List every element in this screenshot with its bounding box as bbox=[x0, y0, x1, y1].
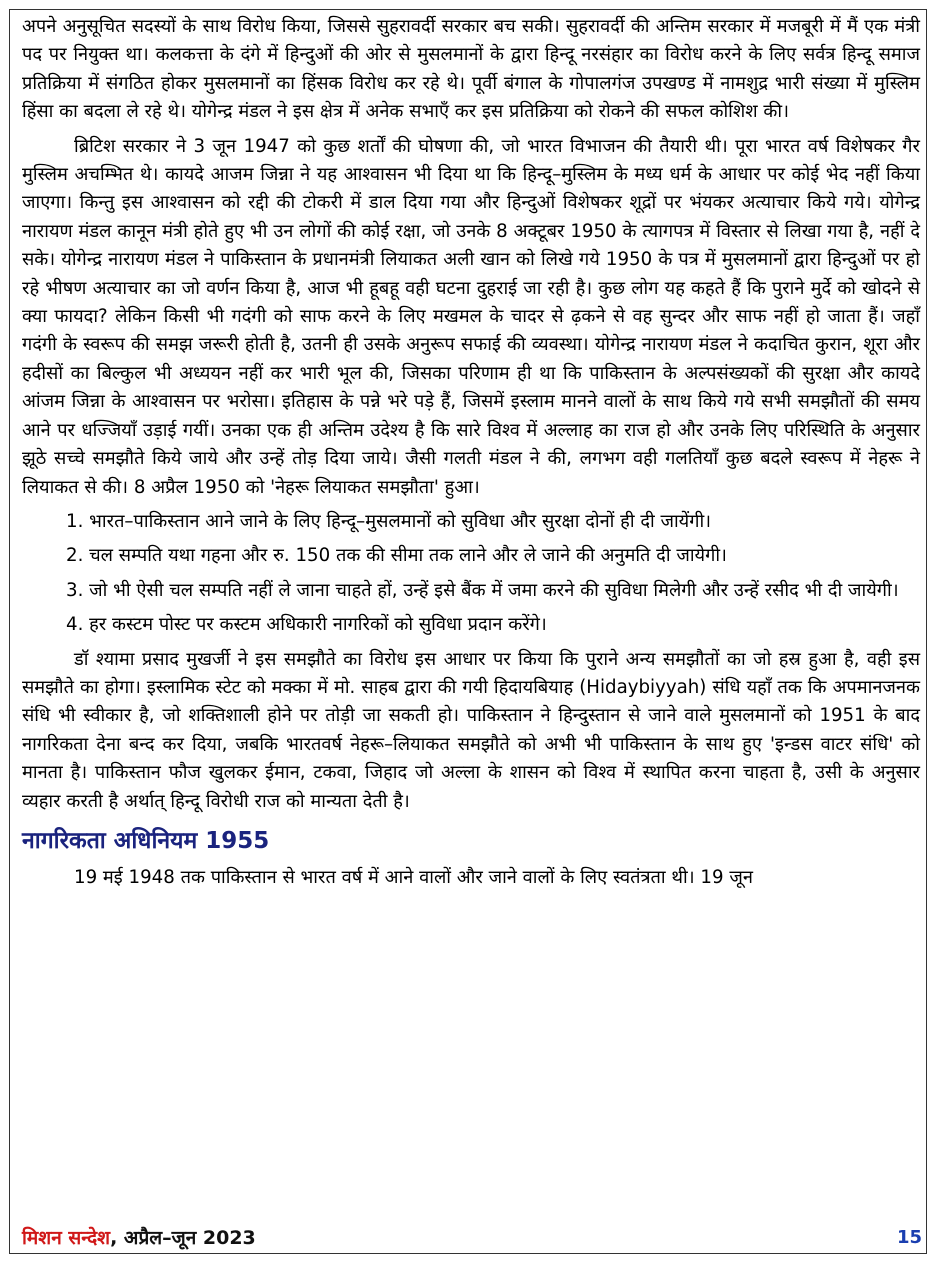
page-footer bbox=[22, 1222, 922, 1252]
magazine-name: मिशन सन्देश bbox=[22, 1227, 111, 1249]
section-heading: नागरिकता अधिनियम 1955 bbox=[22, 827, 270, 854]
paragraph-2: ब्रिटिश सरकार ने 3 जून 1947 को कुछ शर्तों की घोषणा की, जो भारत विभाजन की तैयारी थी। पूरा भारत वर्ष विशेषकर गैर मुस्लिम अचम्भित थे। कायदे आजम जिन्ना ने यह आश्वासन भी दिया था कि हिन्दू–मुस्लिम के मध्य धर्म के आधार पर कोई भेद नहीं किया जाएगा। किन्तु इस आश्वासन को रद्दी की टोकरी में डाल दिया गया और हिन्दुओं विशेषकर शूद्रों पर भंयकर अत्याचार किये गये। योगेन्द्र नारायण मंडल कानून मंत्री होते हुए भी उन लोगों की कोई रक्षा, जो उनके 8 अक्टूबर 1950 के त्यागपत्र में विस्तार से लिखा गया है, नहीं दे सके। योगेन्द्र नारायण मंडल ने पाकिस्तान के प्रधानमंत्री लियाकत अली खान को लिखे गये 1950 के पत्र में मुसलमानों द्वारा हिन्दुओं पर हो रहे भीषण अत्याचार का जो वर्णन किया है, आज भी हूबहू वही घटना दुहराई जा रही है। कुछ लोग यह कहते हैं कि पुराने मुर्दे को खोदने से क्या फायदा? लेकिन किसी भी गदंगी को साफ करने के लिए मखमल के चादर से ढ़कने से वह सुन्दर और साफ नहीं हो जाता हैं। जहाँ गदंगी के स्वरूप की समझ जरूरी होती है, उतनी ही उसके अनुरूप सफाई की व्यवस्था। योगेन्द्र नारायण मंडल ने कदाचित कुरान, शूरा और हदीसों का बिल्कुल भी अध्ययन नहीं कर भारी भूल की, जिसका परिणाम ही था कि पाकिस्तान के अल्पसंख्यकों की सुरक्षा और कायदे आंजम जिन्ना के आश्वासन पर भरोसा। इतिहास के पन्ने भरे पड़े हैं, जिसमें इस्लाम मानने वालों के साथ किये गये सभी समझौतों की समय आने पर धज्जियाँ उड़ाई गयीं। उनका एक ही अन्तिम उदेश्य है कि सारे विश्व में अल्लाह का राज हो और उनके लिए परिस्थिति के अनुसार झूठे सच्चे समझौते किये जाये और उन्हें तोड़ दिया जाये। जैसी गलती मंडल ने की, लगभग वही गलतियाँ कुछ बदले स्वरूप में नेहरू ने लियाकत से की। 8 अप्रैल 1950 को 'नेहरू लियाकत समझौता' हुआ। bbox=[22, 135, 920, 498]
list-item-4: 4. हर कस्टम पोस्ट पर कस्टम अधिकारी नागरिकों को सुविधा प्रदान करेंगे। bbox=[66, 614, 547, 636]
paragraph-4: 19 मई 1948 तक पाकिस्तान से भारत वर्ष में आने वालों और जाने वालों के लिए स्वतंत्रता थी। 19 जून bbox=[74, 866, 753, 888]
paragraph-1: अपने अनुसूचित सदस्यों के साथ विरोध किया, जिससे सुहरावर्दी सरकार बच सकी। सुहरावर्दी की अन्तिम सरकार में मजबूरी में मैं एक मंत्री पद पर नियुक्त था। कलकत्ता के दंगे में हिन्दुओं की ओर से मुसलमानों के द्वारा हिन्दू नरसंहार का विरोध करने के लिए सर्वत्र हिन्दू समाज प्रतिक्रिया में संगठित होकर मुसलमानों का हिंसक विरोध कर रहे थे। पूर्वी बंगाल के गोपालगंज उपखण्ड में नामशुद्र भारी संख्या में मुस्लिम हिंसा का बदला ले रहे थे। योगेन्द्र मंडल ने इस क्षेत्र में अनेक सभाएँ कर इस प्रतिक्रिया को रोकने की सफल कोशिश की। bbox=[22, 16, 920, 123]
paragraph-3: डॉ श्यामा प्रसाद मुखर्जी ने इस समझौते का विरोध इस आधार पर किया कि पुराने अन्य समझौतों का जो हस्र हुआ है, वही इस समझौते का होगा। इस्लामिक स्टेट को मक्का में मो. साहब द्वारा की गयी हिदायबियाह (Hidaybiyyah) संधि यहाँ तक कि अपमानजनक संधि भी स्वीकार है, जो शक्तिशाली होने पर तोड़ी जा सकती हो। पाकिस्तान ने हिन्दुस्तान से जाने वाले मुसलमानों को 1951 के बाद नागरिकता देना बन्द कर दिया, जबकि भारतवर्ष नेहरू–लियाकत समझौते को अभी भी पाकिस्तान के साथ हुए 'इन्डस वाटर संधि' को मानता है। पाकिस्तान फौज खुलकर ईमान, टकवा, जिहाद जो अल्ला के शासन को विश्व में स्थापित करना चाहता है, उसी के अनुसार व्यहार करती है अर्थात् हिन्दू विरोधी राज को मान्यता देती है। bbox=[22, 648, 920, 812]
page-number: 15 bbox=[896, 1226, 922, 1248]
list-item-1: 1. भारत–पाकिस्तान आने जाने के लिए हिन्दू–मुसलमानों को सुविधा और सुरक्षा दोनों ही दी जायेंगी। bbox=[66, 510, 712, 532]
footer-publication bbox=[22, 1224, 256, 1250]
article-body bbox=[22, 13, 920, 892]
issue-date: , अप्रैल–जून 2023 bbox=[110, 1227, 256, 1249]
list-item-2: 2. चल सम्पति यथा गहना और रु. 150 तक की सीमा तक लाने और ले जाने की अनुमति दी जायेगी। bbox=[66, 545, 727, 567]
list-item-3: 3. जो भी ऐसी चल सम्पति नहीं ले जाना चाहते हों, उन्हें इसे बैंक में जमा करने की सुविधा मिलेगी और उन्हें रसीद भी दी जायेगी। bbox=[66, 579, 899, 601]
